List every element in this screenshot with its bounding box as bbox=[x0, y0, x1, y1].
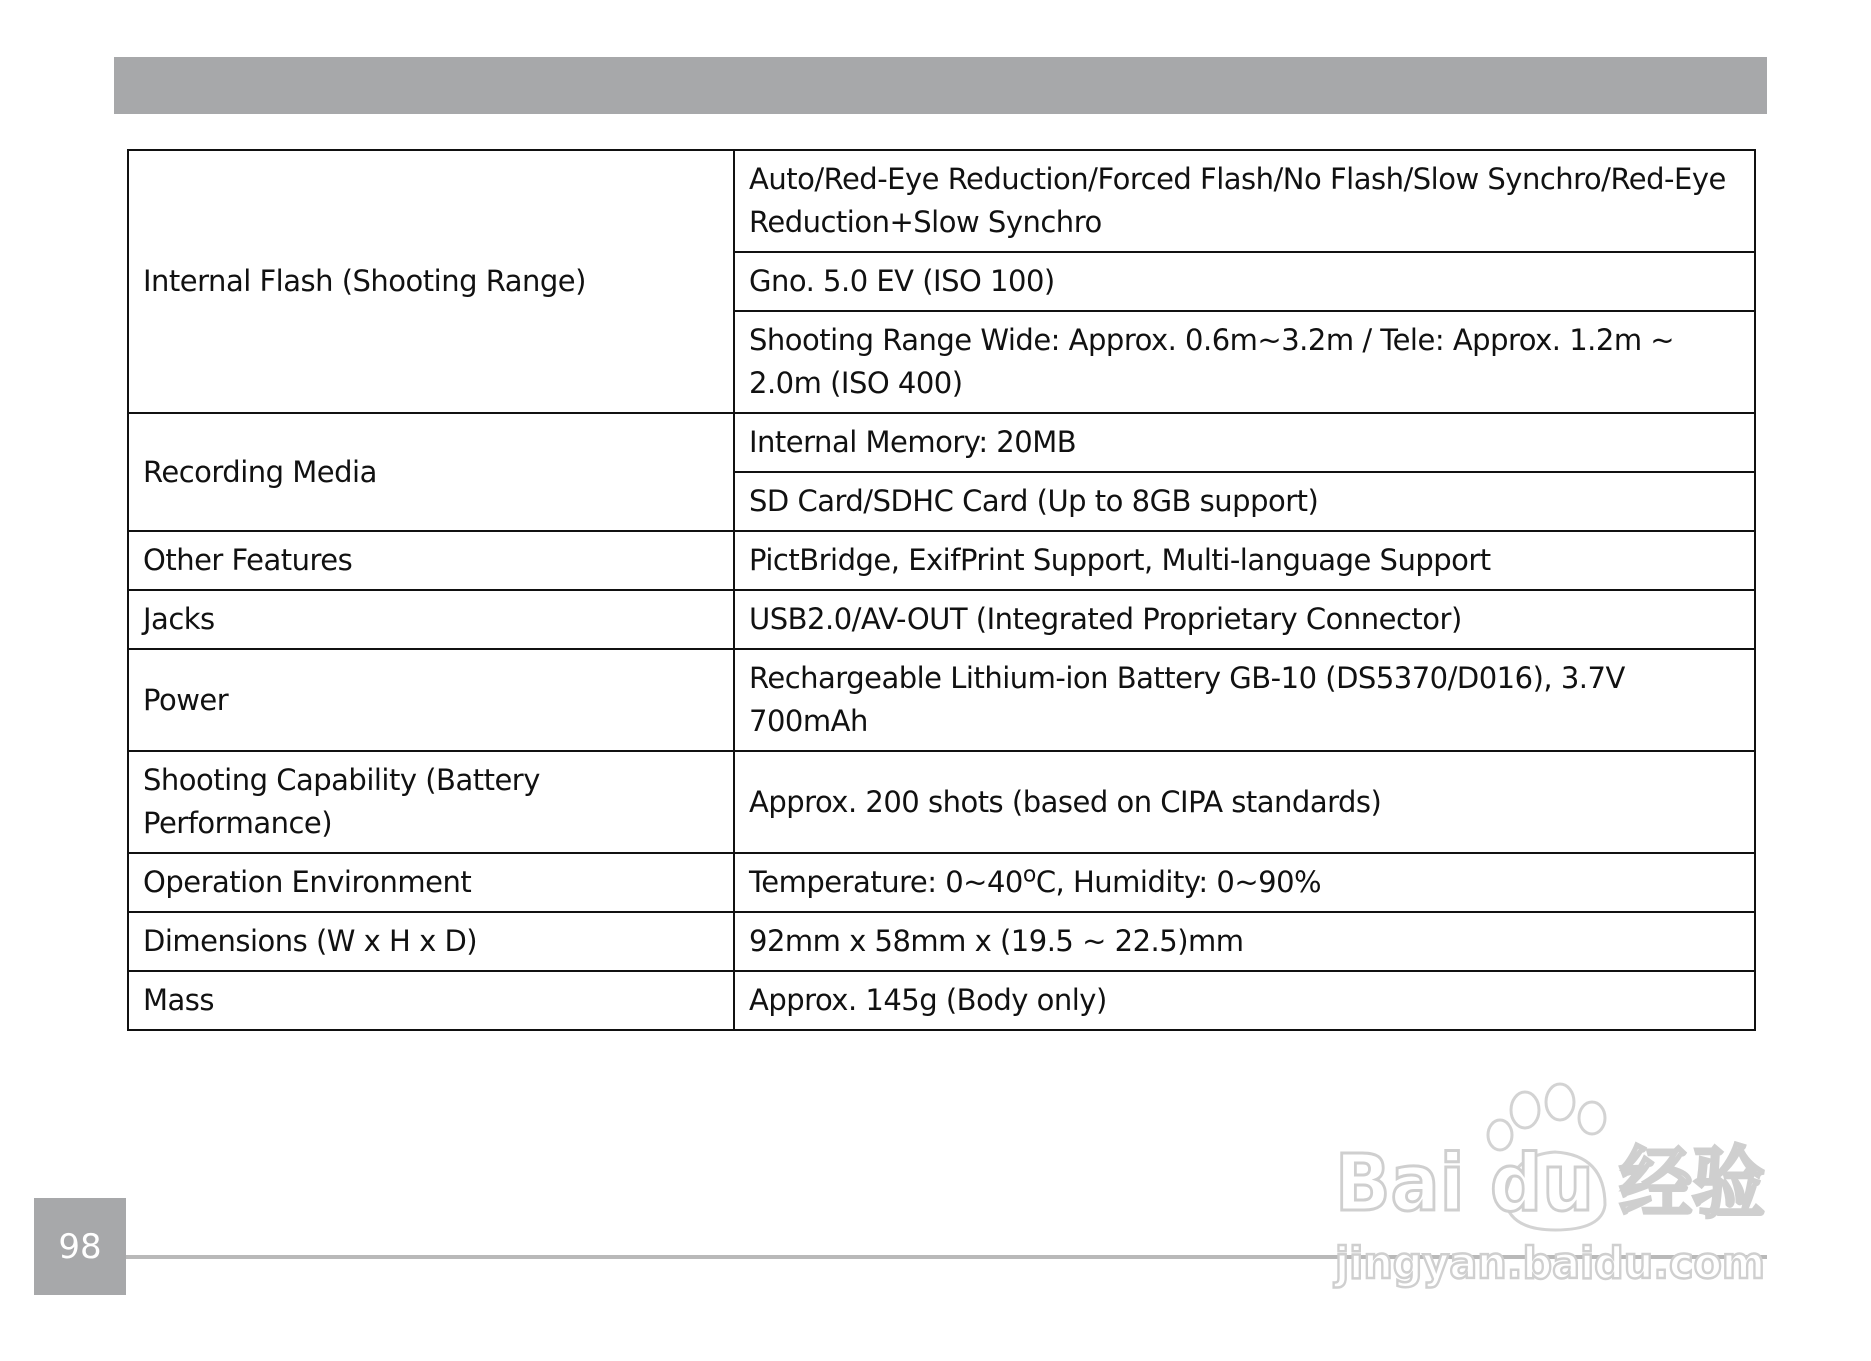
spec-value: USB2.0/AV-OUT (Integrated Proprietary Connector) bbox=[734, 590, 1755, 649]
table-row bbox=[128, 971, 1755, 1030]
table-row bbox=[128, 590, 1755, 649]
spec-value: Auto/Red-Eye Reduction/Forced Flash/No Flash/Slow Synchro/Red-Eye Reduction+Slow Synchro bbox=[734, 150, 1755, 252]
table-row bbox=[128, 531, 1755, 590]
table-row bbox=[128, 150, 1755, 252]
spec-label: Dimensions (W x H x D) bbox=[128, 912, 734, 971]
spec-label: Mass bbox=[128, 971, 734, 1030]
degree-symbol: o bbox=[1022, 862, 1036, 888]
spec-label: Internal Flash (Shooting Range) bbox=[128, 150, 734, 413]
spec-value: Shooting Range Wide: Approx. 0.6m~3.2m / Tele: Approx. 1.2m ~ 2.0m (ISO 400) bbox=[734, 311, 1755, 413]
header-bar bbox=[114, 57, 1767, 114]
spec-label: Shooting Capability (Battery Performance) bbox=[128, 751, 734, 853]
spec-label: Operation Environment bbox=[128, 853, 734, 912]
spec-value: SD Card/SDHC Card (Up to 8GB support) bbox=[734, 472, 1755, 531]
spec-label: Other Features bbox=[128, 531, 734, 590]
table-row bbox=[128, 912, 1755, 971]
watermark-brand-text: Bai du 经验 bbox=[1335, 1139, 1765, 1229]
table-row bbox=[128, 853, 1755, 912]
spec-value: Approx. 200 shots (based on CIPA standards) bbox=[734, 751, 1755, 853]
spec-value: Rechargeable Lithium-ion Battery GB-10 (DS5370/D016), 3.7V 700mAh bbox=[734, 649, 1755, 751]
table-row bbox=[128, 413, 1755, 472]
spec-value: Gno. 5.0 EV (ISO 100) bbox=[734, 252, 1755, 311]
spec-value: 92mm x 58mm x (19.5 ~ 22.5)mm bbox=[734, 912, 1755, 971]
spec-label: Recording Media bbox=[128, 413, 734, 531]
specifications-table bbox=[127, 149, 1756, 1031]
table-row bbox=[128, 751, 1755, 853]
table-row bbox=[128, 649, 1755, 751]
spec-value: Internal Memory: 20MB bbox=[734, 413, 1755, 472]
spec-value: PictBridge, ExifPrint Support, Multi-language Support bbox=[734, 531, 1755, 590]
watermark-url-text: jingyan.baidu.com bbox=[1333, 1238, 1765, 1289]
temperature-text: Temperature: 0~40 bbox=[749, 865, 1023, 899]
spec-value-operation-environment bbox=[734, 853, 1755, 912]
spec-label: Power bbox=[128, 649, 734, 751]
baidu-watermark-logo bbox=[1330, 1080, 1770, 1300]
page-number: 98 bbox=[34, 1198, 126, 1295]
spec-label: Jacks bbox=[128, 590, 734, 649]
humidity-text: C, Humidity: 0~90% bbox=[1035, 865, 1322, 899]
spec-value: Approx. 145g (Body only) bbox=[734, 971, 1755, 1030]
